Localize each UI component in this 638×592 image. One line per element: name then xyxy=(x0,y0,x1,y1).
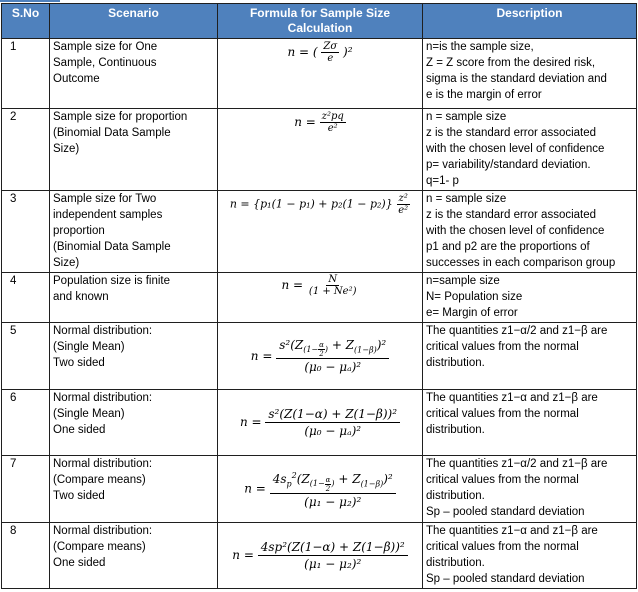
scenario-line: proportion xyxy=(53,225,105,237)
formula-fraction xyxy=(258,539,408,572)
table-row xyxy=(2,109,637,191)
table-row xyxy=(2,273,637,323)
description-line: critical values from the normal xyxy=(426,341,579,353)
formula-cell xyxy=(218,456,423,523)
table-row xyxy=(2,323,637,390)
formula-lhs: n = xyxy=(232,548,254,562)
numerator-subscript: p xyxy=(286,479,292,489)
scenario-line: (Single Mean) xyxy=(53,341,125,353)
description-line: sigma is the standard deviation and xyxy=(426,73,607,85)
scenario-cell xyxy=(50,523,218,589)
top-accent-line xyxy=(0,0,60,2)
description-line: p= variability/standard deviation. xyxy=(426,159,591,171)
numerator-part: 4s xyxy=(272,472,287,487)
row-number: 8 xyxy=(2,523,50,589)
subscript-part: (1− xyxy=(303,344,319,354)
scenario-line: (Single Mean) xyxy=(53,408,125,420)
scenario-line: Two sided xyxy=(53,490,105,502)
row-number: 5 xyxy=(2,323,50,390)
description-line: critical values from the normal xyxy=(426,474,579,486)
header-scenario: Scenario xyxy=(50,4,218,39)
numerator-part: s²(Z xyxy=(279,337,304,352)
scenario-line: (Binomial Data Sample xyxy=(53,127,171,139)
scenario-line: Sample, Continuous xyxy=(53,57,157,69)
formula-cell xyxy=(218,523,423,589)
description-line: e is the margin of error xyxy=(426,89,542,101)
scenario-cell xyxy=(50,109,218,191)
scenario-cell xyxy=(50,191,218,273)
description-cell xyxy=(423,523,637,589)
description-cell xyxy=(423,39,637,109)
description-line: critical values from the normal xyxy=(426,541,579,553)
formula-denominator: e xyxy=(327,53,334,64)
scenario-line: One sided xyxy=(53,424,106,436)
numerator-part: (Z xyxy=(296,472,310,487)
description-line: critical values from the normal xyxy=(426,408,579,420)
description-line: z is the standard error associated xyxy=(426,209,597,221)
formula-lhs: n = xyxy=(294,115,316,129)
description-cell xyxy=(423,456,637,523)
scenario-line: and known xyxy=(53,291,109,303)
description-line: n = sample size xyxy=(426,193,507,205)
description-line: with the chosen level of confidence xyxy=(426,143,605,155)
formula-numerator: s²(Z(1−α) + Z(1−β))² xyxy=(265,406,400,423)
formula-cell xyxy=(218,273,423,323)
description-cell xyxy=(423,273,637,323)
numerator-superscript: 2 xyxy=(291,471,297,481)
scenario-line: Two sided xyxy=(53,357,105,369)
sample-size-table xyxy=(1,3,637,589)
description-line: p1 and p2 are the proportions of xyxy=(426,241,590,253)
formula-cell xyxy=(218,191,423,273)
table-row xyxy=(2,191,637,273)
formula-denominator: (μ₀ − μₐ)² xyxy=(304,424,362,438)
formula-numerator: z²pq xyxy=(321,111,344,122)
numerator-part: )² xyxy=(383,472,393,487)
formula-denominator: (μ₁ − μ₂)² xyxy=(304,557,362,571)
table-row xyxy=(2,456,637,523)
formula-denominator: (μ₀ − μₐ)² xyxy=(304,360,362,375)
description-line: Z = Z score from the desired risk, xyxy=(426,57,596,69)
scenario-cell xyxy=(50,273,218,323)
description-line: distribution. xyxy=(426,557,485,569)
formula-cell xyxy=(218,390,423,456)
scenario-line: Population size is finite xyxy=(53,275,170,287)
scenario-line: One sided xyxy=(53,557,106,569)
row-number: 2 xyxy=(2,109,50,191)
numerator-subscript xyxy=(303,341,328,359)
table-row xyxy=(2,523,637,589)
description-line: Sp – pooled standard deviation xyxy=(426,506,585,518)
header-formula: Formula for Sample Size Calculation xyxy=(218,4,423,39)
formula-denominator: (1 + Ne²) xyxy=(308,286,357,297)
scenario-line: Size) xyxy=(53,257,80,269)
formula-fraction xyxy=(276,337,389,376)
formula-fraction xyxy=(396,193,410,216)
description-cell xyxy=(423,390,637,456)
scenario-line: Sample size for Two xyxy=(53,193,157,205)
numerator-subscript: (1−β) xyxy=(354,344,377,354)
scenario-line: Normal distribution: xyxy=(53,392,153,404)
scenario-line: (Binomial Data Sample xyxy=(53,241,171,253)
numerator-part: + Z xyxy=(334,472,361,487)
formula-fraction xyxy=(270,468,396,510)
description-cell xyxy=(423,323,637,390)
description-line: distribution. xyxy=(426,424,485,436)
scenario-cell xyxy=(50,456,218,523)
formula-lhs: n = xyxy=(281,278,304,292)
description-cell xyxy=(423,109,637,191)
description-line: distribution. xyxy=(426,490,485,502)
formula-numerator: z² xyxy=(398,193,408,204)
description-line: z is the standard error associated xyxy=(426,127,597,139)
formula-lhs: n = ( xyxy=(287,45,318,59)
formula-lhs: n = {p₁(1 − p₁) + p₂(1 − p₂)} xyxy=(229,197,393,211)
description-line: The quantities z1−α/2 and z1−β are xyxy=(426,325,608,337)
description-cell xyxy=(423,191,637,273)
scenario-line: Normal distribution: xyxy=(53,525,153,537)
formula-fraction xyxy=(321,41,339,64)
scenario-line: (Compare means) xyxy=(53,474,146,486)
description-line: N= Population size xyxy=(426,291,523,303)
formula-numerator xyxy=(270,468,396,494)
description-line: q=1- p xyxy=(426,175,459,187)
formula-fraction xyxy=(320,111,346,134)
subscript-numerator: α xyxy=(319,341,324,350)
formula-numerator: N xyxy=(328,274,338,285)
formula-cell xyxy=(218,109,423,191)
description-line: successes in each comparison group xyxy=(426,257,616,269)
subscript-fraction xyxy=(318,341,325,358)
description-line: The quantities z1−α and z1−β are xyxy=(426,525,598,537)
scenario-line: independent samples xyxy=(53,209,163,221)
description-line: e= Margin of error xyxy=(426,307,518,319)
description-line: n = sample size xyxy=(426,111,507,123)
formula-lhs: n = xyxy=(244,481,266,496)
formula-rhs: )² xyxy=(343,45,353,59)
row-number: 6 xyxy=(2,390,50,456)
scenario-line: (Compare means) xyxy=(53,541,146,553)
description-line: The quantities z1−α/2 and z1−β are xyxy=(426,458,608,470)
scenario-line: Outcome xyxy=(53,73,100,85)
formula-denominator: e² xyxy=(327,123,338,134)
description-line: The quantities z1−α and z1−β are xyxy=(426,392,598,404)
description-line: n=is the sample size, xyxy=(426,41,534,53)
table-header-row xyxy=(2,4,637,39)
header-description: Description xyxy=(423,4,637,39)
formula-fraction xyxy=(307,274,359,297)
scenario-cell xyxy=(50,323,218,390)
row-number: 3 xyxy=(2,191,50,273)
formula-denominator: (μ₁ − μ₂)² xyxy=(304,494,362,509)
numerator-subscript xyxy=(309,475,335,493)
subscript-part: ) xyxy=(331,479,335,489)
formula-numerator xyxy=(276,337,389,360)
formula-numerator: 4sp²(Z(1−α) + Z(1−β))² xyxy=(258,539,408,556)
description-line: n=sample size xyxy=(426,275,500,287)
subscript-part: ) xyxy=(324,344,328,354)
table-row xyxy=(2,39,637,109)
row-number: 4 xyxy=(2,273,50,323)
subscript-denominator: 2 xyxy=(325,484,331,493)
header-sno: S.No xyxy=(2,4,50,39)
description-line: with the chosen level of confidence xyxy=(426,225,605,237)
subscript-numerator: α xyxy=(325,475,331,484)
formula-fraction xyxy=(265,406,400,439)
numerator-subscript: (1−β) xyxy=(360,479,384,489)
formula-lhs: n = xyxy=(239,415,262,429)
scenario-line: Sample size for One xyxy=(53,41,158,53)
scenario-cell xyxy=(50,390,218,456)
numerator-part: )² xyxy=(376,337,387,352)
description-line: Sp – pooled standard deviation xyxy=(426,573,585,585)
scenario-cell xyxy=(50,39,218,109)
scenario-line: Size) xyxy=(53,143,80,155)
formula-numerator: Zσ xyxy=(323,41,338,52)
table-row xyxy=(2,390,637,456)
formula-cell xyxy=(218,323,423,390)
formula-denominator: e² xyxy=(398,205,409,216)
formula-cell xyxy=(218,39,423,109)
formula-lhs: n = xyxy=(250,348,273,363)
subscript-part: (1− xyxy=(309,479,325,489)
row-number: 7 xyxy=(2,456,50,523)
scenario-line: Normal distribution: xyxy=(53,458,153,470)
row-number: 1 xyxy=(2,39,50,109)
subscript-denominator: 2 xyxy=(319,350,324,359)
scenario-line: Sample size for proportion xyxy=(53,111,188,123)
numerator-part: + Z xyxy=(328,337,355,352)
description-line: distribution. xyxy=(426,357,485,369)
scenario-line: Normal distribution: xyxy=(53,325,153,337)
